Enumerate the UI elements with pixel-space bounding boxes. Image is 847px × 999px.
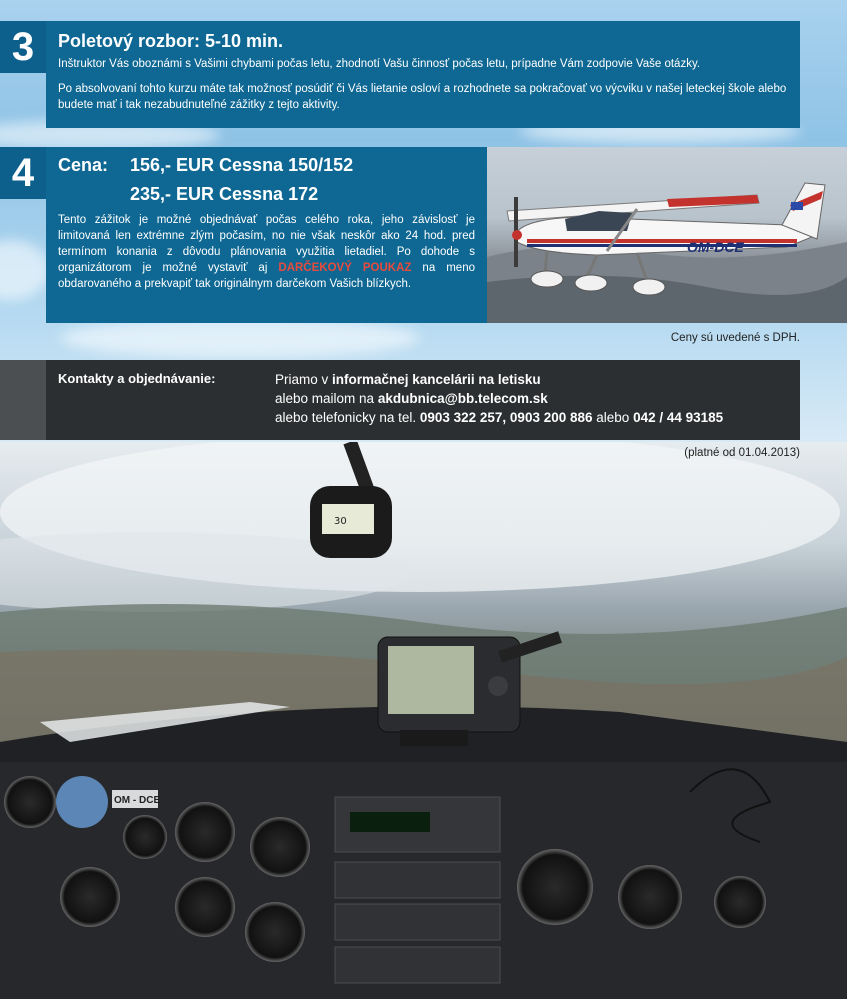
price-line: 156,- EUR Cessna 150/152 (130, 155, 354, 175)
contact-label: Kontakty a objednávanie: (58, 371, 216, 386)
contact-line (275, 389, 723, 408)
contact-text: alebo telefonicky na tel. (275, 410, 420, 425)
sky-cloud (0, 240, 50, 300)
section-number: 3 (11, 25, 35, 69)
phone-number: 042 / 44 93185 (633, 410, 724, 425)
contact-lines (275, 370, 723, 427)
contact-strip (0, 360, 46, 440)
section-4-panel (46, 147, 487, 323)
text-part: Tento zážitok je možné objednávať počas celého roka, jeho závislosť je limitovaná len extrémne zlým počasím, no nie však neskôr ako 24 hod. pred termínom konania z dôvodu plánovania využitia lietadiel. Po dohode s organizátorom je možné vystaviť aj (58, 214, 475, 274)
panel-registration-plate: OM - DCE (114, 795, 161, 806)
section-title: Poletový rozbor: 5-10 min. (58, 31, 284, 51)
contact-text: alebo mailom na (275, 391, 378, 406)
svg-text:30: 30 (334, 516, 347, 527)
price-label: Cena: (58, 155, 109, 175)
section-paragraph: Po absolvovaní tohto kurzu máte tak možnosť posúdiť či Vás lietanie osloví a rozhodnete sa pokračovať vo výcviku v našej leteckej škole alebo budete mať i tak nezabudnuteľné zážitky z tejto aktivity. (58, 83, 787, 111)
section-number-tab (0, 147, 46, 199)
contact-line (275, 408, 723, 427)
price-row (58, 155, 475, 176)
contact-text: alebo (592, 410, 634, 425)
section-number: 4 (11, 151, 35, 195)
section-paragraph (58, 212, 475, 292)
validity-note: (platné od 01.04.2013) (684, 447, 800, 459)
section-number-tab (0, 21, 46, 73)
contact-text: Priamo v (275, 372, 333, 387)
contact-line (275, 370, 723, 389)
aircraft-registration: OM-DCE (687, 239, 744, 255)
sky-cloud (60, 318, 420, 358)
phone-numbers: 0903 322 257, 0903 200 886 (419, 410, 593, 425)
cockpit-illustration (0, 442, 847, 999)
section-paragraph: Inštruktor Vás oboznámi s Vašimi chybami počas letu, zhodnotí Vašu činnosť počas letu, prípadne Vám zodpovie Vaše otázky. (58, 58, 701, 70)
email-address: akdubnica@bb.telecom.sk (377, 391, 548, 406)
cessna-aircraft-photo (487, 147, 847, 323)
contact-bar (46, 360, 800, 440)
office-location: informačnej kancelárii na letisku (332, 372, 541, 387)
price-line: 235,- EUR Cessna 172 (130, 184, 319, 204)
cockpit-photo (0, 442, 847, 999)
cessna-aircraft-illustration (487, 147, 847, 323)
gift-voucher-highlight: DARČEKOVÝ POUKAZ (278, 262, 412, 274)
vat-note: Ceny sú uvedené s DPH. (670, 332, 800, 344)
section-3-panel (46, 21, 800, 128)
text-part: na meno obdarovaného a prekvapiť tak originálnym darčekom Vašich blízkych. (58, 262, 475, 290)
